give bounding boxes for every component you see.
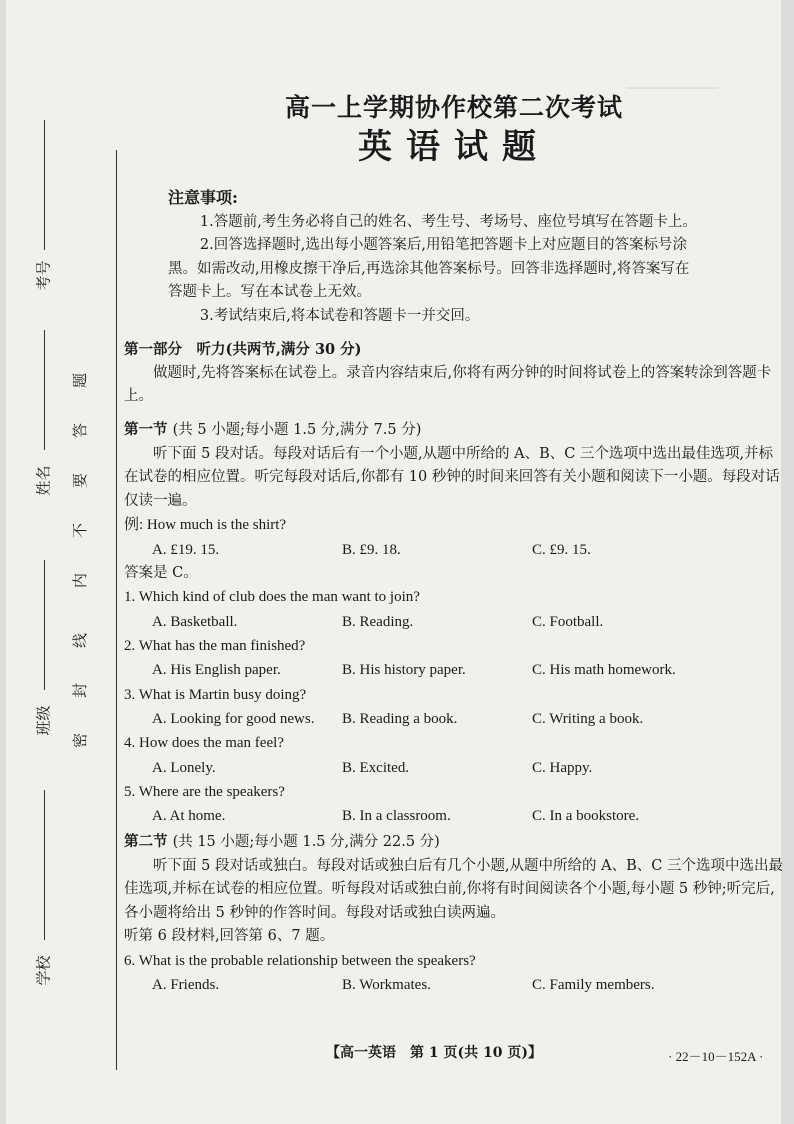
section1-instruction: 听下面 5 段对话。每段对话后有一个小题,从题中所给的 A、B、C 三个选项中选出最佳选项,并标在试卷的相应位置。听完每段对话后,你都有 10 秒钟的时间来回答有关小题和阅读下一小题。每段对话仅读一遍。 (124, 445, 780, 509)
note-item: 1.答题前,考生务必将自己的姓名、考生号、考场号、座位号填写在答题卡上。 (199, 213, 697, 230)
exam-number-label: 考号 (34, 260, 53, 291)
option-a: A. Basketball. (152, 613, 238, 630)
subject-title: 英语试题 (358, 126, 550, 167)
question-5-options (124, 804, 784, 828)
option-c: C. Family members. (532, 977, 655, 994)
section2-heading (124, 830, 784, 854)
note-item: 3.考试结束后,将本试卷和答题卡一并交回。 (199, 307, 480, 324)
bleed-through-text: ────────── (626, 80, 719, 95)
example-options (124, 538, 784, 562)
binding-cut-line (116, 150, 117, 1070)
question-1-options (124, 610, 784, 634)
option-b: B. His history paper. (342, 662, 466, 679)
question-1: 1. Which kind of club does the man want to join? (124, 589, 420, 606)
paper-code: · 22－10－152A · (668, 1049, 764, 1064)
page-footer: 【高一英语 第 1 页(共 10 页)】 (326, 1045, 542, 1061)
question-2-options (124, 658, 784, 682)
question-5: 5. Where are the speakers? (124, 783, 285, 800)
material-line: 听第 6 段材料,回答第 6、7 题。 (124, 928, 335, 945)
option-b: B. Reading a book. (342, 710, 458, 727)
option-c: C. Football. (532, 613, 604, 630)
section2-meta: (共 15 小题;每小题 1.5 分,满分 22.5 分) (172, 834, 440, 851)
question-6-options (124, 973, 784, 997)
option-a: A. His English paper. (152, 662, 281, 679)
exam-content (124, 70, 784, 997)
seal-char: 内 (71, 572, 90, 589)
exam-number-fill-line (44, 120, 45, 250)
school-fill-line (44, 790, 45, 940)
option-b: B. In a classroom. (342, 808, 451, 825)
part1-heading: 第一部分 听力(共两节,满分 30 分) (124, 341, 362, 359)
question-4: 4. How does the man feel? (124, 735, 284, 752)
class-label: 班级 (34, 705, 53, 736)
school-label: 学校 (34, 955, 53, 986)
example-answer: 答案是 C。 (124, 565, 198, 581)
option-c: C. In a bookstore. (532, 808, 640, 825)
name-label: 姓名 (34, 465, 53, 496)
seal-char: 不 (71, 522, 90, 539)
option-b: B. Reading. (342, 613, 414, 630)
notes-heading: 注意事项: (168, 187, 238, 207)
section2-instruction: 听下面 5 段对话或独白。每段对话或独白后有几个小题,从题中所给的 A、B、C 三个选项中选出最佳选项,并标在试卷的相应位置。听每段对话或独白前,你将有时间阅读各个小题,每小题 5 秒钟;听完后,各小题将给出 5 秒钟的作答时间。每段对话或独白读两遍。 (124, 857, 783, 921)
question-2: 2. What has the man finished? (124, 638, 306, 655)
seal-char: 线 (71, 632, 90, 649)
option-c: C. His math homework. (532, 662, 676, 679)
option-c: C. £9. 15. (532, 541, 591, 558)
option-b: B. £9. 18. (342, 541, 401, 558)
section1-heading (124, 418, 784, 442)
question-6: 6. What is the probable relationship between the speakers? (124, 952, 476, 969)
question-3: 3. What is Martin busy doing? (124, 686, 307, 703)
seal-char: 题 (71, 372, 90, 389)
option-b: B. Workmates. (342, 977, 431, 994)
name-fill-line (44, 330, 45, 450)
note-item: 2.回答选择题时,选出每小题答案后,用铅笔把答题卡上对应题目的答案标号涂 (199, 237, 687, 254)
seal-char: 密 (71, 732, 90, 749)
option-a: A. £19. 15. (152, 541, 220, 558)
option-a: A. Friends. (152, 977, 220, 994)
section1-meta: (共 5 小题;每小题 1.5 分,满分 7.5 分) (172, 422, 422, 439)
notes-block (124, 185, 784, 328)
example-question: 例: How much is the shirt? (124, 517, 287, 534)
option-b: B. Excited. (342, 759, 410, 776)
question-4-options (124, 756, 784, 780)
seal-char: 封 (71, 682, 90, 699)
class-fill-line (44, 560, 45, 690)
note-item-continued: 黑。如需改动,用橡皮擦干净后,再选涂其他答案标号。回答非选择题时,将答案写在 (168, 260, 690, 277)
option-a: A. Lonely. (152, 759, 216, 776)
part1-instruction: 做题时,先将答案标在试卷上。录音内容结束后,你将有两分钟的时间将试卷上的答案转涂到答题卡上。 (124, 364, 772, 404)
exam-page (6, 0, 781, 1124)
option-a: A. At home. (152, 808, 226, 825)
section2-title: 第二节 (124, 833, 168, 851)
option-c: C. Writing a book. (532, 710, 644, 727)
exam-title: 高一上学期协作校第二次考试 (284, 93, 623, 122)
option-c: C. Happy. (532, 759, 593, 776)
option-a: A. Looking for good news. (152, 710, 315, 727)
section1-title: 第一节 (124, 421, 168, 439)
seal-char: 要 (71, 472, 90, 489)
question-3-options (124, 707, 784, 731)
note-item-continued: 答题卡上。写在本试卷上无效。 (168, 284, 371, 301)
seal-char: 答 (71, 422, 90, 439)
